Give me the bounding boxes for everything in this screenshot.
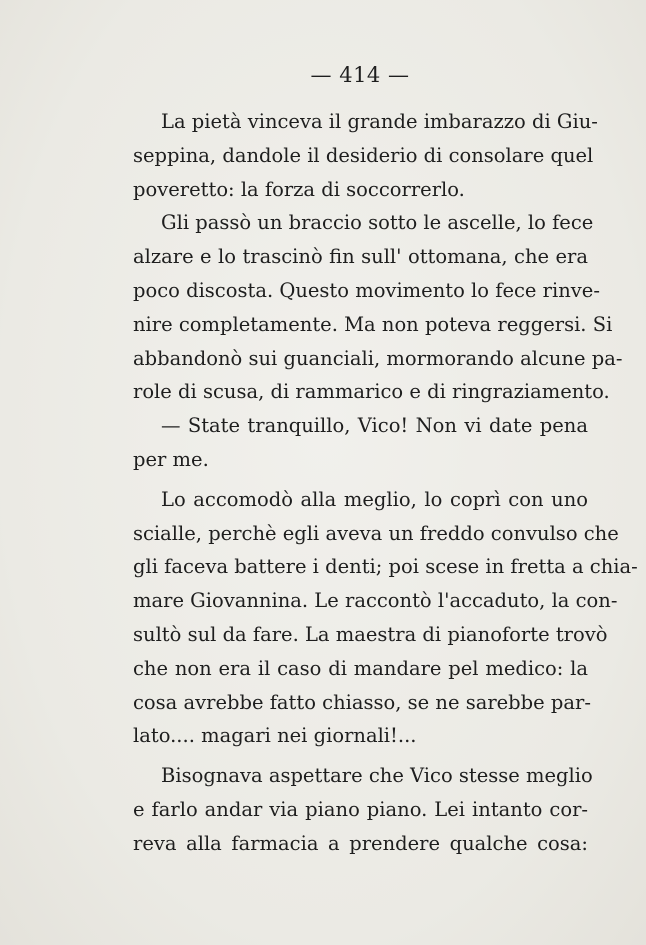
text-line: alzare e lo trascinò fin sull' ottomana, che era xyxy=(133,245,588,269)
text-line: Lo accomodò alla meglio, lo coprì con uno xyxy=(161,487,588,511)
text-line: Gli passò un braccio sotto le ascelle, lo fece xyxy=(161,211,594,235)
text-line: poco discosta. Questo movimento lo fece rinve- xyxy=(133,278,600,302)
body-text xyxy=(133,105,638,861)
text-line: nire completamente. Ma non poteva reggersi. Si xyxy=(133,312,613,336)
text-line: poveretto: la forza di soccorrerlo. xyxy=(133,177,465,201)
page-number: — 414 — xyxy=(310,63,410,87)
text-line: che non era il caso di mandare pel medico: la xyxy=(133,656,588,680)
text-line: sultò sul da fare. La maestra di pianoforte trovò xyxy=(133,622,608,646)
text-line: scialle, perchè egli aveva un freddo convulso che xyxy=(133,521,619,545)
text-line: reva alla farmacia a prendere qualche cosa: xyxy=(133,831,588,855)
text-line: gli faceva battere i denti; poi scese in fretta a chia- xyxy=(133,555,638,579)
text-line: role di scusa, di rammarico e di ringraziamento. xyxy=(133,380,610,404)
text-line: — State tranquillo, Vico! Non vi date pena xyxy=(161,414,588,438)
text-line: seppina, dandole il desiderio di consolare quel xyxy=(133,143,594,167)
text-line: abbandonò sui guanciali, mormorando alcune pa- xyxy=(133,346,623,370)
text-line: per me. xyxy=(133,447,209,471)
text-line: mare Giovannina. Le raccontò l'accaduto, la con- xyxy=(133,589,618,613)
text-line: e farlo andar via piano piano. Lei intanto cor- xyxy=(133,797,588,821)
text-line: Bisognava aspettare che Vico stesse meglio xyxy=(161,764,593,788)
text-line: lato.... magari nei giornali!... xyxy=(133,724,417,748)
text-line: La pietà vinceva il grande imbarazzo di Giu- xyxy=(161,110,598,133)
text-line: cosa avrebbe fatto chiasso, se ne sarebbe par- xyxy=(133,690,591,714)
